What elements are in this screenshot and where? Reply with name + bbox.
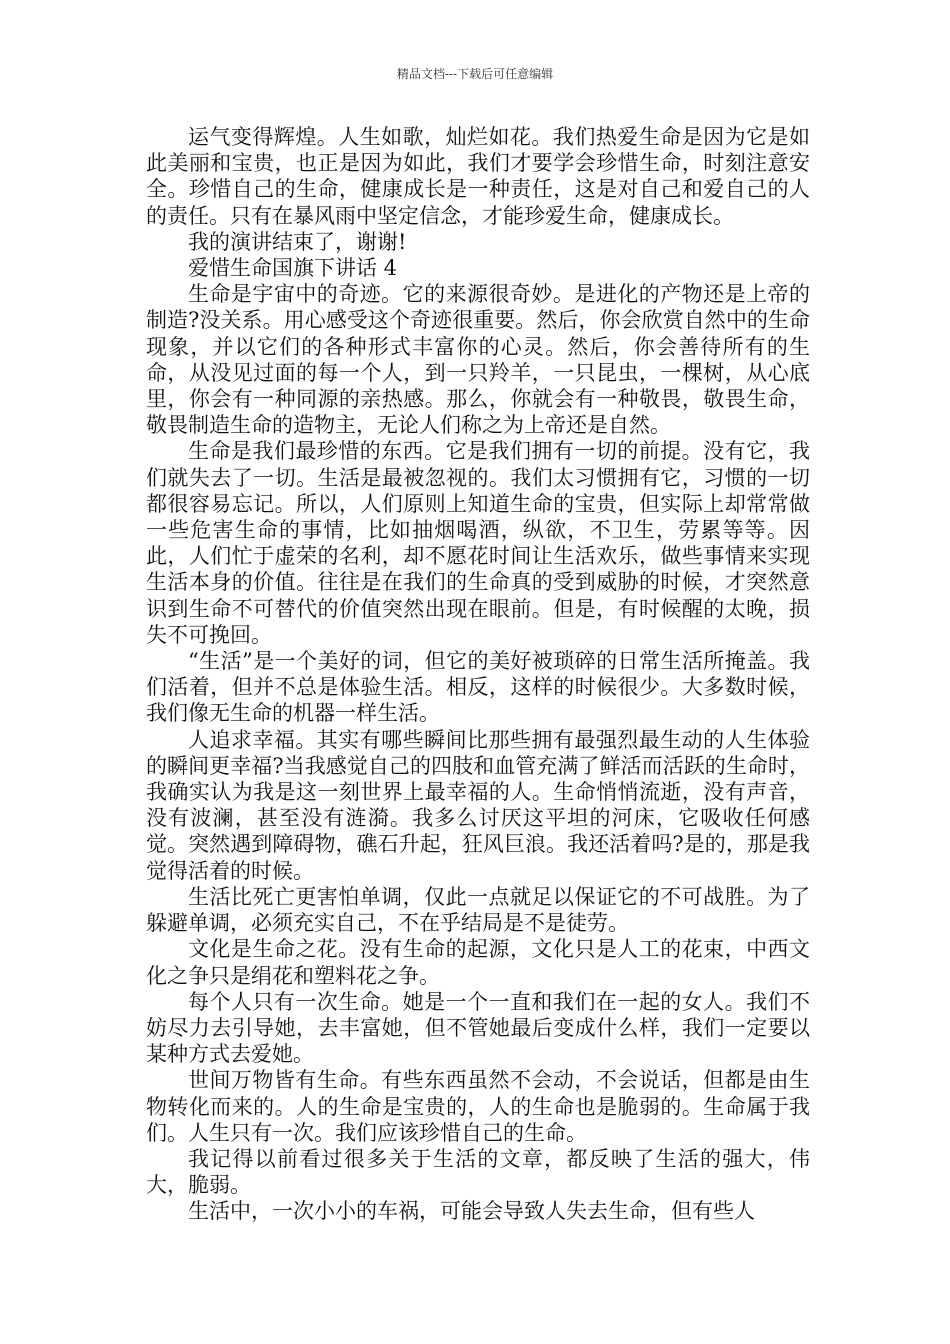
paragraph: 生活中，一次小小的车祸，可能会导致人失去生命，但有些人 [188, 1199, 755, 1224]
paragraph: “生活”是一个美好的词，但它的美好被琐碎的日常生活所掩盖。我们活着，但并不总是体验生活。相反，这样的时候很少。大多数时候，我们像无生命的机器一样生活。 [146, 649, 810, 726]
paragraph: 文化是生命之花。没有生命的起源，文化只是人工的花束，中西文化之争只是绢花和塑料花之争。 [146, 937, 810, 988]
paragraph: 每个人只有一次生命。她是一个一直和我们在一起的女人。我们不妨尽力去引导她，去丰富她，但不管她最后变成什么样，我们一定要以某种方式去爱她。 [146, 989, 810, 1067]
paragraph: 人追求幸福。其实有哪些瞬间比那些拥有最强烈最生动的人生体验的瞬间更幸福?当我感觉自己的四肢和血管充满了鲜活而活跃的生命时，我确实认为我是这一刻世界上最幸福的人。生命悄悄流逝，没有声音，没有波澜，甚至没有涟漪。我多么讨厌这平坦的河床，它吸收任何感觉。突然遇到障碍物，礁石升起，狂风巨浪。我还活着吗?是的，那是我觉得活着的时候。 [146, 727, 810, 883]
section-title: 爱惜生命国旗下讲话 4 [188, 256, 398, 281]
page-header: 精品文档---下载后可任意编辑 [396, 67, 554, 81]
paragraph: 世间万物皆有生命。有些东西虽然不会动，不会说话，但都是由生物转化而来的。人的生命是宝贵的，人的生命也是脆弱的。生命属于我们。人生只有一次。我们应该珍惜自己的生命。 [146, 1068, 810, 1145]
paragraph: 生命是宇宙中的奇迹。它的来源很奇妙。是进化的产物还是上帝的制造?没关系。用心感受这个奇迹很重要。然后，你会欣赏自然中的生命现象，并以它们的各种形式丰富你的心灵。然后，你会善待所有的生命，从没见过面的每一个人，到一只羚羊，一只昆虫，一棵树，从心底里，你会有一种同源的亲热感。那么，你就会有一种敬畏，敬畏生命，敬畏制造生命的造物主，无论人们称之为上帝还是自然。 [146, 282, 810, 438]
paragraph: 生活比死亡更害怕单调，仅此一点就足以保证它的不可战胜。为了躲避单调，必须充实自己，不在乎结局是不是徒劳。 [146, 884, 810, 936]
paragraph: 运气变得辉煌。人生如歌，灿烂如花。我们热爱生命是因为它是如此美丽和宝贵，也正是因为如此，我们才要学会珍惜生命，时刻注意安全。珍惜自己的生命，健康成长是一种责任，这是对自己和爱自己的人的责任。只有在暴风雨中坚定信念，才能珍爱生命，健康成长。 [146, 125, 810, 228]
document-body [146, 124, 810, 1225]
paragraph: 我记得以前看过很多关于生活的文章，都反映了生活的强大，伟大，脆弱。 [146, 1146, 810, 1198]
paragraph: 生命是我们最珍惜的东西。它是我们拥有一切的前提。没有它，我们就失去了一切。生活是最被忽视的。我们太习惯拥有它，习惯的一切都很容易忘记。所以，人们原则上知道生命的宝贵，但实际上却常常做一些危害生命的事情，比如抽烟喝酒，纵欲，不卫生，劳累等等。因此，人们忙于虚荣的名利，却不愿花时间让生活欢乐，做些事情来实现生活本身的价值。往往是在我们的生命真的受到威胁的时候，才突然意识到生命不可替代的价值突然出现在眼前。但是，有时候醒的太晚，损失不可挽回。 [146, 439, 810, 647]
paragraph: 我的演讲结束了，谢谢! [188, 229, 407, 254]
